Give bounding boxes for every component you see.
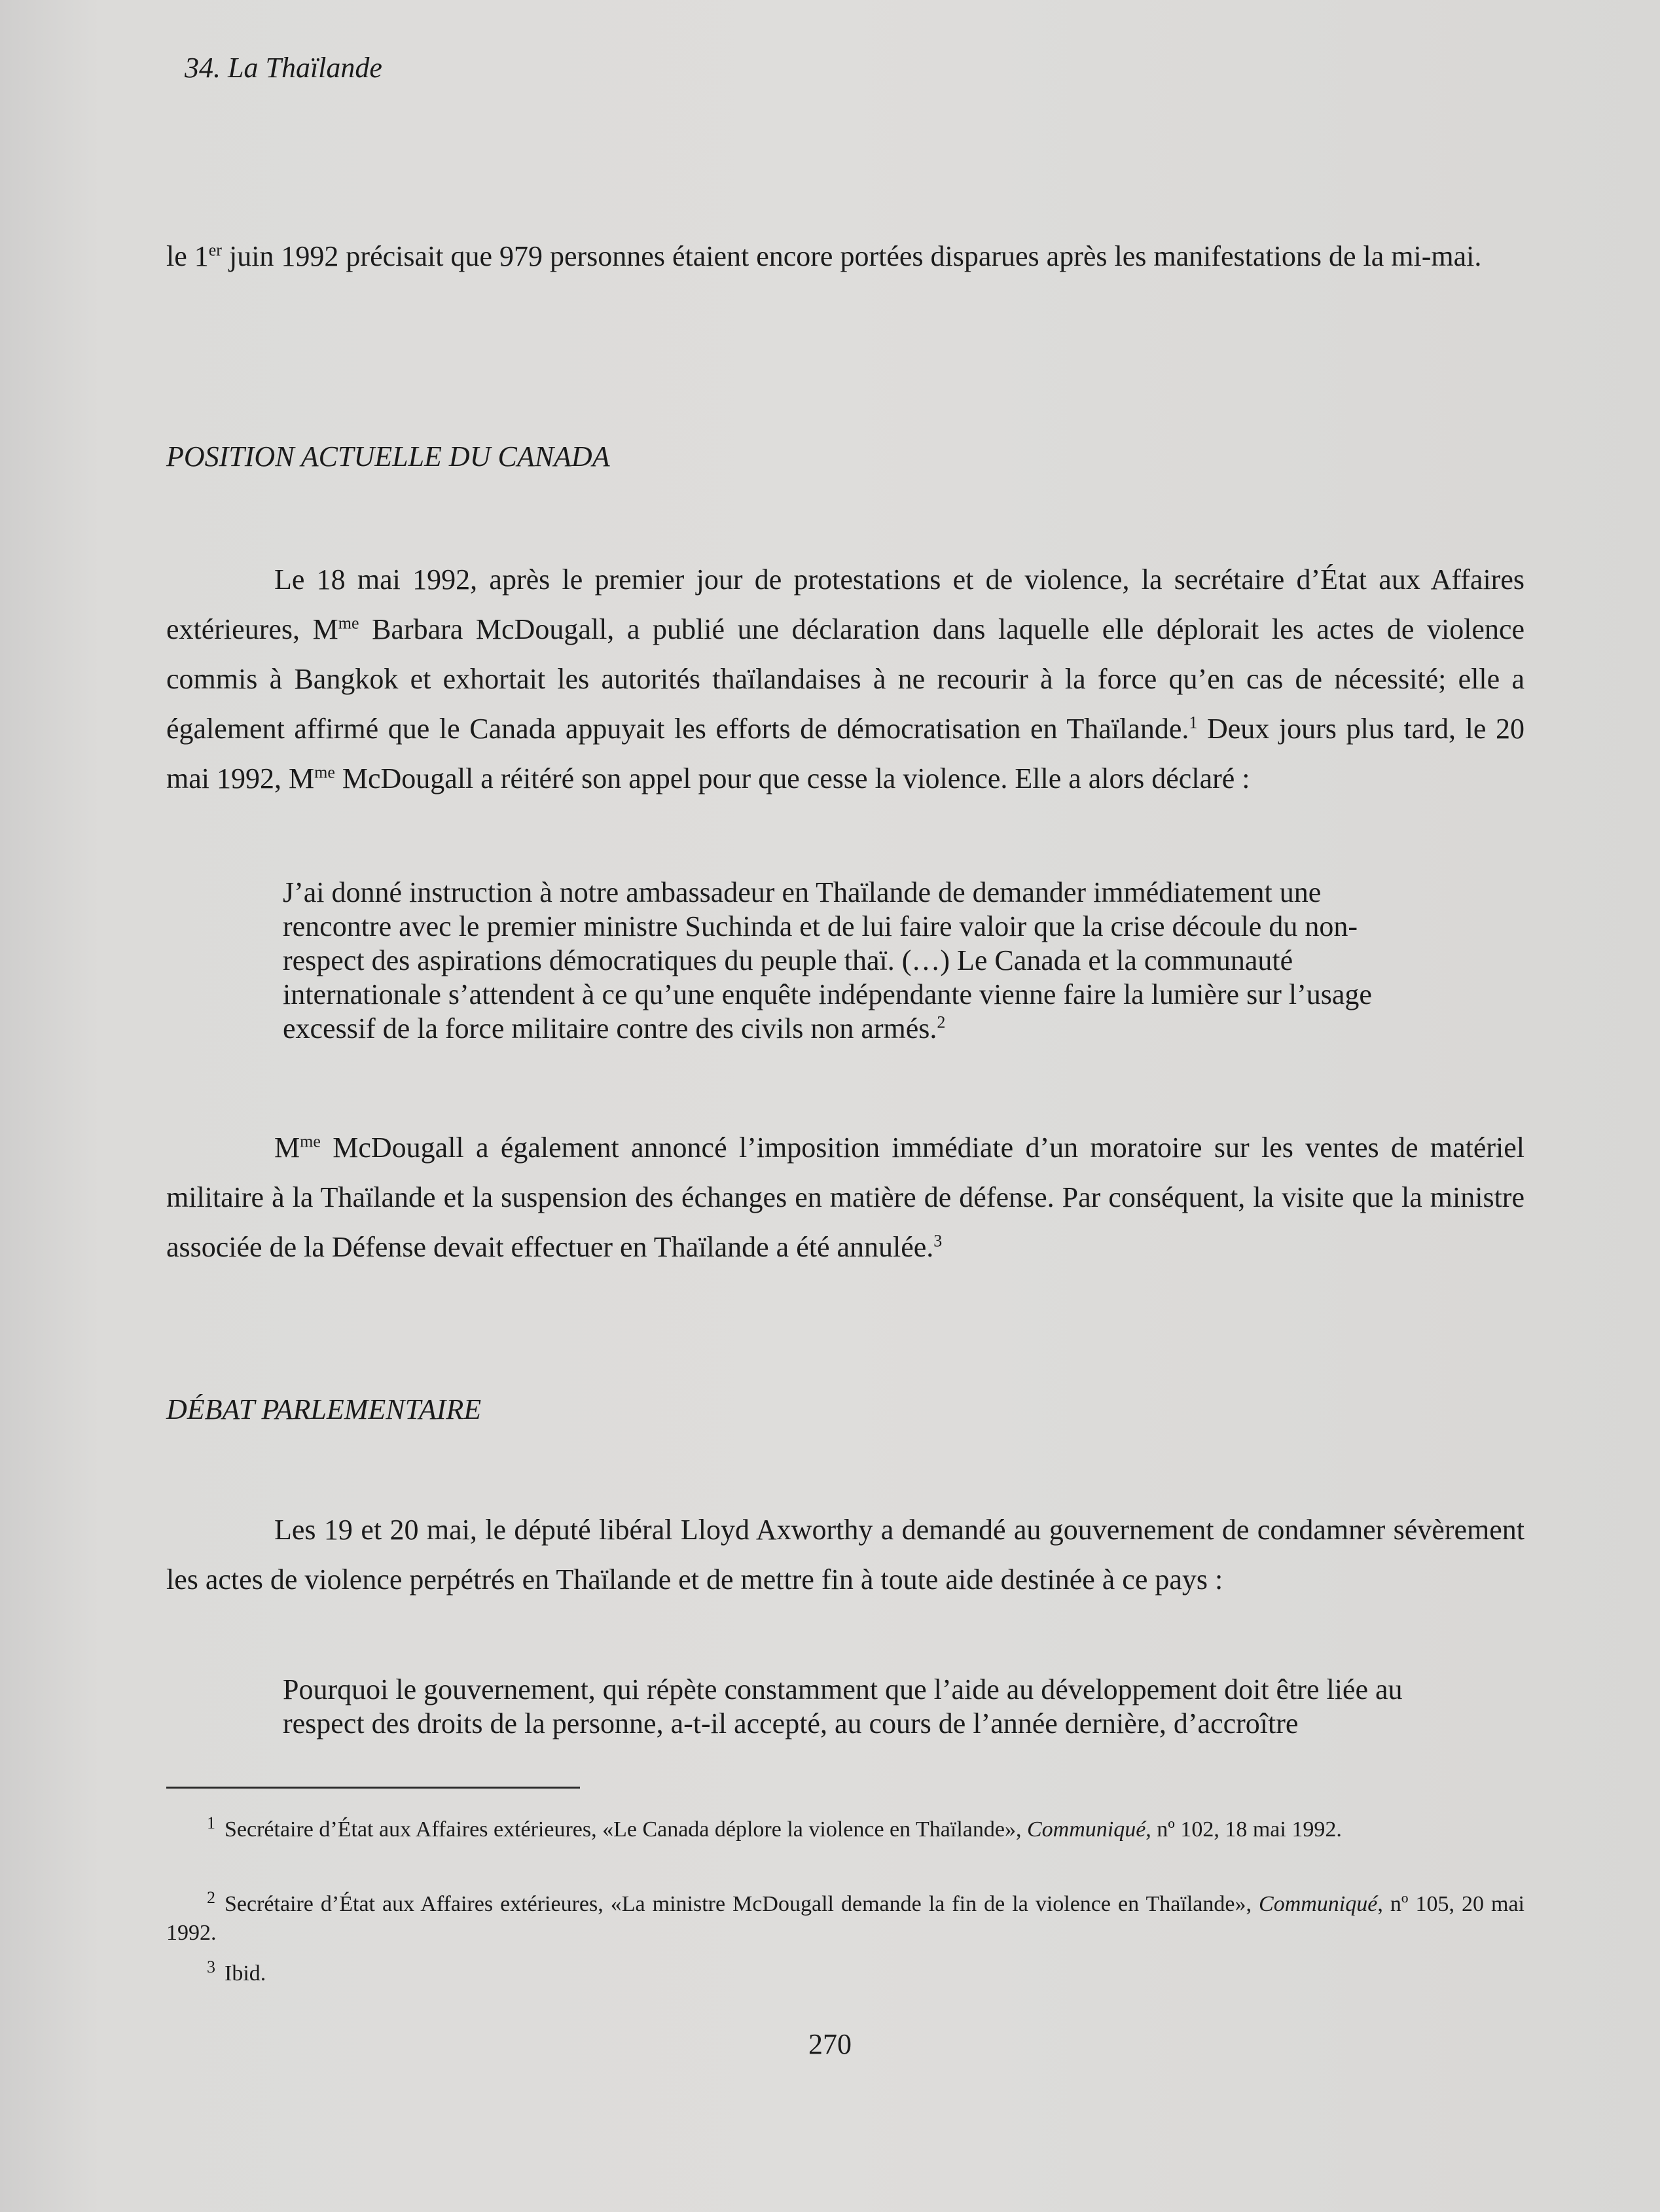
footnote-text-a: Secrétaire d’État aux Affaires extérieures, «La ministre McDougall demande la fin de la violence en Thaïlande», [225, 1892, 1259, 1916]
axworthy-quote-text: Pourquoi le gouvernement, qui répète constamment que l’aide au développement doit être liée au respect des droits de la personne, a-t-il accepté, au cours de l’année dernière, d’accroître [283, 1673, 1403, 1739]
para1-text-a: Le 18 mai 1992, après le premier jour de protestations et de violence, la secrétaire d’État aux Affaires extérieures, M [166, 563, 1525, 645]
block-quote-axworthy [283, 1673, 1422, 1741]
section-heading-debat-parlementaire: DÉBAT PARLEMENTAIRE [166, 1393, 482, 1425]
footnote-text-a: Ibid. [225, 1961, 266, 1986]
paragraph-axworthy [166, 1505, 1525, 1605]
superscript-me: me [338, 613, 359, 633]
para2-text-a: M [274, 1132, 300, 1164]
footnote-1: 1 Secrétaire d’État aux Affaires extérieures, «Le Canada déplore la violence en Thaïlande», Communiqué, nº 102, 18 mai 1992. [207, 1813, 1342, 1842]
superscript-me: me [314, 762, 335, 782]
superscript-er: er [208, 240, 222, 260]
continuation-paragraph [166, 232, 1525, 281]
continuation-text-b: juin 1992 précisait que 979 personnes étaient encore portées disparues après les manifestations de la mi-mai. [221, 240, 1482, 272]
section-heading-position-canada: POSITION ACTUELLE DU CANADA [166, 440, 610, 473]
block-quote-mcdougall [283, 876, 1422, 1046]
para1-text-d: McDougall a réitéré son appel pour que cesse la violence. Elle a alors déclaré : [334, 762, 1250, 794]
footnote-text-b: , nº 105, 20 mai 1992. [166, 1892, 1525, 1945]
continuation-text-a: le 1 [166, 240, 209, 272]
axworthy-text: Les 19 et 20 mai, le député libéral Lloyd Axworthy a demandé au gouvernement de condamner sévèrement les actes de violence perpétrés en Thaïlande et de mettre fin à toute aide destinée à ce pays : [166, 1514, 1525, 1596]
footnote-ref-2: 2 [937, 1012, 946, 1032]
paragraph-moratoire [166, 1123, 1525, 1272]
para1-text-b: Barbara McDougall, a publié une déclaration dans laquelle elle déplorait les actes de violence commis à Bangkok et exhortait les autorités thaïlandaises à ne recourir à la force qu’en cas de nécessité; elle a également affirmé que le Canada appuyait les efforts de démocratisation en Thaïlande. [166, 613, 1525, 745]
footnote-3: 3 Ibid. [207, 1957, 266, 1986]
footnote-ref-1: 1 [1189, 713, 1198, 732]
footnote-text-a: Secrétaire d’État aux Affaires extérieures, «Le Canada déplore la violence en Thaïlande», [225, 1817, 1027, 1842]
paragraph-declaration [166, 555, 1525, 804]
footnote-text-b: , nº 102, 18 mai 1992. [1146, 1817, 1342, 1842]
para2-text-b: McDougall a également annoncé l’imposition immédiate d’un moratoire sur les ventes de matériel militaire à la Thaïlande et la suspension des échanges en matière de défense. Par conséquent, la visite que la ministre associée de la Défense devait effectuer en Thaïlande a été annulée. [166, 1132, 1525, 1263]
footnote-2: 2 Secrétaire d’État aux Affaires extérieures, «La ministre McDougall demande la fin de la violence en Thaïlande», Communiqué, nº 105, 20 mai 1992. [166, 1887, 1525, 1945]
quote-text: J’ai donné instruction à notre ambassadeur en Thaïlande de demander immédiatement une rencontre avec le premier ministre Suchinda et de lui faire valoir que la crise découle du non-respect des aspirations démocratiques du peuple thaï. (…) Le Canada et la communauté internationale s’attendent à ce qu’une enquête indépendante vienne faire la lumière sur l’usage excessif de la force militaire contre des civils non armés. [283, 876, 1372, 1044]
footnote-italic: Communiqué [1026, 1817, 1146, 1842]
footnote-italic: Communiqué [1259, 1892, 1378, 1916]
footnote-separator [166, 1787, 580, 1789]
para1-text-c: Deux jours plus tard, le 20 mai 1992, M [166, 713, 1525, 794]
superscript-me: me [300, 1132, 321, 1151]
page-number: 270 [808, 2028, 852, 2060]
footnote-ref-3: 3 [933, 1231, 943, 1251]
running-head: 34. La Thaïlande [185, 52, 382, 84]
